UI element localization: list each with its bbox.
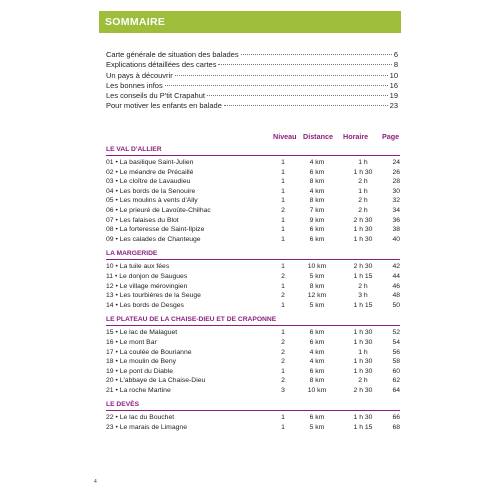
walk-entry[interactable] [106, 357, 400, 367]
column-header-horaire: Horaire [343, 132, 369, 141]
walk-niveau: 1 [281, 263, 285, 271]
walk-page: 32 [392, 197, 400, 205]
walk-horaire: 2 h [358, 178, 368, 186]
walk-niveau: 1 [281, 226, 285, 234]
walk-horaire: 1 h 15 [353, 424, 373, 432]
toc-section [106, 315, 400, 395]
leader-dots [165, 85, 388, 86]
section-title: LE PLATEAU DE LA CHAISE-DIEU ET DE CRAPONNE [106, 315, 400, 326]
walk-entry[interactable] [106, 376, 400, 386]
walk-distance: 4 km [309, 159, 325, 166]
intro-entry-label: Carte générale de situation des balades [106, 50, 239, 59]
leader-dots [224, 105, 388, 106]
walk-distance: 8 km [309, 377, 325, 385]
walk-niveau: 1 [281, 216, 285, 224]
walk-entry[interactable] [106, 282, 400, 292]
intro-entry-page: 10 [389, 70, 398, 80]
walk-name: 06 • Le prieuré de Lavoûte-Chilhac [106, 206, 211, 214]
walk-distance: 10 km [307, 386, 327, 394]
walk-name: 18 • Le moulin de Beny [106, 358, 177, 366]
header-bar [99, 11, 401, 33]
walk-page: 50 [392, 301, 400, 309]
intro-list [106, 50, 398, 112]
walk-entry[interactable] [106, 423, 400, 433]
walk-page: 56 [392, 348, 400, 356]
walk-entry[interactable] [106, 262, 400, 272]
walk-horaire: 1 h 30 [353, 414, 373, 422]
walk-distance: 4 km [309, 358, 325, 366]
column-header-niveau: Niveau [273, 132, 297, 141]
walk-page: 60 [392, 367, 400, 375]
column-header-page: Page [382, 132, 400, 141]
intro-entry[interactable] [106, 101, 398, 111]
intro-entry-label: Pour motiver les enfants en balade [106, 101, 222, 111]
walk-name: 12 • Le village mérovingien [106, 282, 188, 290]
intro-entry[interactable] [106, 71, 398, 81]
intro-entry-page: 6 [393, 50, 398, 59]
intro-entry-label: Les conseils du P'tit Crapahut [106, 91, 205, 101]
walk-niveau: 1 [281, 282, 285, 290]
walk-page: 62 [392, 377, 400, 385]
walk-niveau: 1 [281, 414, 285, 422]
walk-niveau: 1 [281, 168, 285, 176]
intro-entry-label: Un pays à découvrir [106, 70, 173, 80]
walk-name: 11 • Le donjon de Saugues [106, 272, 188, 280]
walk-horaire: 1 h 15 [353, 272, 373, 280]
walk-niveau: 1 [281, 178, 285, 186]
toc-section [106, 400, 400, 432]
walk-entry[interactable] [106, 168, 400, 178]
leader-dots [175, 75, 388, 76]
walk-page: 44 [392, 272, 400, 280]
walk-name: 21 • La roche Martine [106, 386, 171, 394]
walk-horaire: 1 h 30 [353, 226, 373, 234]
walk-page: 52 [392, 329, 400, 337]
walk-entry[interactable] [106, 235, 400, 245]
walk-horaire: 1 h 30 [353, 358, 373, 366]
walk-page: 26 [392, 168, 400, 176]
walk-entry[interactable] [106, 206, 400, 216]
intro-entry[interactable] [106, 91, 398, 101]
walk-horaire: 2 h 30 [353, 263, 373, 271]
walk-niveau: 1 [281, 329, 285, 337]
walk-page: 34 [392, 206, 400, 214]
walk-horaire: 2 h [358, 197, 368, 205]
section-title: LE VAL D'ALLIER [106, 145, 400, 156]
walk-page: 36 [392, 216, 400, 224]
page-title: SOMMAIRE [105, 16, 166, 28]
walk-entry[interactable] [106, 158, 400, 168]
column-header-distance: Distance [303, 132, 333, 141]
walk-page: 66 [392, 414, 400, 422]
walk-horaire: 2 h 30 [353, 216, 373, 224]
walk-name: 14 • Les bords de Desges [106, 301, 184, 309]
walk-entry[interactable] [106, 187, 400, 197]
walk-distance: 9 km [309, 216, 325, 224]
walk-page: 58 [392, 358, 400, 366]
walk-page: 48 [392, 292, 400, 300]
walk-niveau: 2 [281, 292, 285, 300]
walk-niveau: 2 [281, 272, 285, 280]
walk-name: 13 • Les tourbières de la Seuge [106, 292, 201, 300]
walk-niveau: 1 [281, 367, 285, 375]
intro-entry[interactable] [106, 50, 398, 60]
walk-horaire: 2 h [358, 377, 368, 385]
walk-horaire: 1 h 30 [353, 367, 373, 375]
walk-name: 20 • L'abbaye de La Chaise-Dieu [106, 377, 206, 385]
walk-entry[interactable] [106, 301, 400, 311]
walk-horaire: 1 h [358, 159, 368, 166]
walk-entry[interactable] [106, 386, 400, 396]
walk-name: 08 • La forteresse de Saint-Ilpize [106, 226, 205, 234]
walk-entry[interactable] [106, 367, 400, 377]
walk-page: 40 [392, 235, 400, 243]
walk-entry[interactable] [106, 272, 400, 282]
walk-horaire: 2 h [358, 282, 368, 290]
walk-horaire: 1 h [358, 187, 368, 195]
walk-horaire: 1 h 30 [353, 168, 373, 176]
walk-distance: 7 km [309, 206, 325, 214]
walk-horaire: 1 h [358, 348, 368, 356]
walk-niveau: 1 [281, 235, 285, 243]
walk-name: 04 • Les bords de la Senouire [106, 187, 196, 195]
walk-entry[interactable] [106, 196, 400, 206]
walk-entry[interactable] [106, 348, 400, 358]
walk-distance: 6 km [309, 235, 325, 243]
intro-entry-page: 23 [389, 101, 398, 111]
walk-distance: 6 km [309, 338, 325, 346]
section-title: LA MARGERIDE [106, 249, 400, 260]
toc-sections [106, 140, 400, 433]
intro-entry-label: Les bonnes infos [106, 80, 163, 90]
walk-niveau: 2 [281, 377, 285, 385]
leader-dots [218, 64, 391, 65]
walk-horaire: 1 h 30 [353, 329, 373, 337]
walk-distance: 6 km [309, 329, 325, 337]
walk-distance: 6 km [309, 414, 325, 422]
walk-page: 54 [392, 338, 400, 346]
page-number: 4 [94, 479, 97, 485]
walk-niveau: 1 [281, 159, 285, 166]
walk-niveau: 3 [281, 386, 285, 394]
walk-distance: 5 km [309, 301, 325, 309]
walk-name: 23 • Le marais de Limagne [106, 424, 187, 432]
leader-dots [241, 54, 392, 55]
walk-page: 68 [392, 424, 400, 432]
walk-horaire: 1 h 30 [353, 235, 373, 243]
intro-entry[interactable] [106, 60, 398, 70]
walk-name: 09 • Les calades de Chanteuge [106, 235, 201, 243]
walk-distance: 8 km [309, 282, 325, 290]
walk-distance: 5 km [309, 424, 325, 432]
walk-entry[interactable] [106, 291, 400, 301]
walk-entry[interactable] [106, 225, 400, 235]
walk-name: 15 • Le lac de Malaguet [106, 329, 178, 337]
walk-horaire: 2 h [358, 206, 368, 214]
section-title: LE DEVÈS [106, 400, 400, 411]
leader-dots [207, 95, 388, 96]
walk-entry[interactable] [106, 177, 400, 187]
walk-distance: 4 km [309, 187, 325, 195]
walk-distance: 10 km [307, 263, 327, 271]
walk-niveau: 1 [281, 187, 285, 195]
walk-page: 64 [392, 386, 400, 394]
walk-distance: 8 km [309, 197, 325, 205]
walk-niveau: 1 [281, 424, 285, 432]
intro-entry[interactable] [106, 81, 398, 91]
intro-entry-page: 19 [389, 91, 398, 101]
walk-distance: 6 km [309, 367, 325, 375]
walk-horaire: 1 h 30 [353, 338, 373, 346]
walk-horaire: 3 h [358, 292, 368, 300]
walk-name: 03 • Le cloître de Lavaudieu [106, 178, 191, 186]
walk-niveau: 2 [281, 348, 285, 356]
toc-section [106, 145, 400, 244]
walk-entry[interactable] [106, 216, 400, 226]
walk-name: 19 • Le pont du Diable [106, 367, 173, 375]
walk-distance: 4 km [309, 348, 325, 356]
walk-entry[interactable] [106, 338, 400, 348]
walk-name: 07 • Les falaises du Blot [106, 216, 179, 224]
walk-entry[interactable] [106, 328, 400, 338]
walk-name: 16 • Le mont Bar [106, 338, 157, 346]
walk-name: 17 • La coulée de Bourianne [106, 348, 192, 356]
intro-entry-label: Explications détaillées des cartes [106, 60, 217, 70]
walk-distance: 8 km [309, 178, 325, 186]
walk-horaire: 2 h 30 [353, 386, 373, 394]
walk-page: 24 [392, 159, 400, 166]
walk-page: 28 [392, 178, 400, 186]
walk-distance: 5 km [309, 272, 325, 280]
walk-name: 22 • Le lac du Bouchet [106, 414, 175, 422]
walk-page: 38 [392, 226, 400, 234]
walk-page: 30 [392, 187, 400, 195]
walk-name: 10 • La tuile aux fées [106, 263, 170, 271]
intro-entry-page: 8 [393, 60, 398, 70]
walk-distance: 12 km [307, 292, 327, 300]
walk-niveau: 2 [281, 206, 285, 214]
walk-page: 46 [392, 282, 400, 290]
walk-entry[interactable] [106, 413, 400, 423]
walk-niveau: 2 [281, 338, 285, 346]
walk-name: 01 • La basilique Saint-Julien [106, 159, 194, 166]
intro-entry-page: 16 [389, 80, 398, 90]
walk-name: 02 • Le méandre de Précaillé [106, 168, 194, 176]
walk-page: 42 [392, 263, 400, 271]
walk-distance: 6 km [309, 168, 325, 176]
walk-niveau: 2 [281, 358, 285, 366]
walk-name: 05 • Les moulins à vents d'Ally [106, 197, 198, 205]
walk-niveau: 1 [281, 301, 285, 309]
walk-horaire: 1 h 15 [353, 301, 373, 309]
toc-section [106, 249, 400, 310]
walk-niveau: 1 [281, 197, 285, 205]
walk-distance: 6 km [309, 226, 325, 234]
